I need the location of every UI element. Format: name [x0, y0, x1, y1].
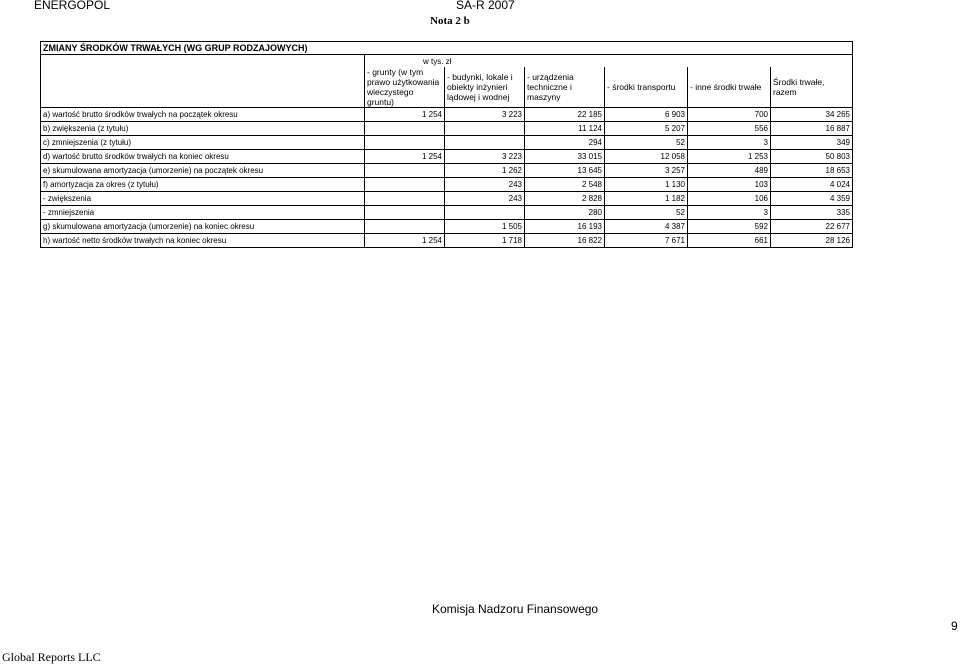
fixed-assets-table — [40, 41, 853, 248]
row-label: - zwiększenia — [41, 192, 365, 206]
table-cell: 1 130 — [605, 178, 688, 192]
column-header: Środki trwałe, razem — [771, 67, 853, 108]
table-cell: 1 254 — [365, 234, 445, 248]
table-cell: 349 — [771, 136, 853, 150]
table-cell: 1 254 — [365, 108, 445, 122]
table-cell: 489 — [688, 164, 771, 178]
table-cell: 3 — [688, 206, 771, 220]
table-cell: 243 — [445, 178, 525, 192]
company-name: ENERGOPOL — [34, 0, 111, 12]
table-cell — [445, 136, 525, 150]
table-cell: 4 387 — [605, 220, 688, 234]
row-label: - zmniejszenia — [41, 206, 365, 220]
row-label: b) zwiększenia (z tytułu) — [41, 122, 365, 136]
table-cell: 243 — [445, 192, 525, 206]
table-cell: 294 — [525, 136, 605, 150]
table-cell — [365, 220, 445, 234]
table-cell: 1 505 — [445, 220, 525, 234]
column-header-row — [41, 67, 853, 108]
row-label: e) skumulowana amortyzacja (umorzenie) na początek okresu — [41, 164, 365, 178]
table-cell: 2 548 — [525, 178, 605, 192]
column-header: - środki transportu — [605, 67, 688, 108]
table-cell: 280 — [525, 206, 605, 220]
row-label: a) wartość brutto środków trwałych na początek okresu — [41, 108, 365, 122]
table-cell: 28 126 — [771, 234, 853, 248]
table-cell: 1 182 — [605, 192, 688, 206]
table-cell: 556 — [688, 122, 771, 136]
table-row — [41, 178, 853, 192]
table-cell: 4 359 — [771, 192, 853, 206]
table-cell — [365, 164, 445, 178]
table-title-row — [41, 42, 853, 55]
table-row — [41, 206, 853, 220]
table-cell — [365, 122, 445, 136]
table-cell: 335 — [771, 206, 853, 220]
report-id: SA-R 2007 — [456, 0, 515, 12]
table-cell: 16 193 — [525, 220, 605, 234]
table-row — [41, 122, 853, 136]
table-cell — [445, 206, 525, 220]
table-cell: 5 207 — [605, 122, 688, 136]
table-cell: 3 257 — [605, 164, 688, 178]
table-row — [41, 136, 853, 150]
table-row — [41, 108, 853, 122]
column-header: - budynki, lokale i obiekty inżynieri lądowej i wodnej — [445, 67, 525, 108]
table-cell: 52 — [605, 136, 688, 150]
table-cell — [365, 178, 445, 192]
table-cell: 13 645 — [525, 164, 605, 178]
table-cell: 52 — [605, 206, 688, 220]
table-cell: 3 223 — [445, 108, 525, 122]
table-cell: 2 828 — [525, 192, 605, 206]
table-cell: 4 024 — [771, 178, 853, 192]
table-cell: 33 015 — [525, 150, 605, 164]
fixed-assets-table-container — [40, 41, 852, 248]
page-number: 9 — [951, 619, 958, 633]
table-cell: 22 677 — [771, 220, 853, 234]
table-cell: 3 223 — [445, 150, 525, 164]
table-cell — [365, 136, 445, 150]
table-cell: 7 671 — [605, 234, 688, 248]
table-cell: 18 653 — [771, 164, 853, 178]
table-row — [41, 234, 853, 248]
unit-row — [41, 55, 853, 68]
footer-commission: Komisja Nadzoru Finansowego — [432, 602, 599, 616]
table-cell — [365, 206, 445, 220]
column-header: - inne środki trwałe — [688, 67, 771, 108]
table-cell: 661 — [688, 234, 771, 248]
table-cell: 6 903 — [605, 108, 688, 122]
table-cell: 103 — [688, 178, 771, 192]
table-row — [41, 192, 853, 206]
column-header: - urządzenia techniczne i maszyny — [525, 67, 605, 108]
table-cell: 1 254 — [365, 150, 445, 164]
table-row — [41, 150, 853, 164]
note-number: Nota 2 b — [430, 15, 470, 27]
table-cell: 700 — [688, 108, 771, 122]
row-label: g) skumulowana amortyzacja (umorzenie) na koniec okresu — [41, 220, 365, 234]
table-cell: 12 058 — [605, 150, 688, 164]
table-cell: 50 803 — [771, 150, 853, 164]
row-label: d) wartość brutto środków trwałych na koniec okresu — [41, 150, 365, 164]
table-row — [41, 164, 853, 178]
table-cell: 106 — [688, 192, 771, 206]
table-cell: 1 718 — [445, 234, 525, 248]
table-cell: 592 — [688, 220, 771, 234]
footer-source: Global Reports LLC — [2, 650, 101, 664]
table-cell: 11 124 — [525, 122, 605, 136]
table-cell: 1 262 — [445, 164, 525, 178]
table-cell: 22 185 — [525, 108, 605, 122]
row-label: c) zmniejszenia (z tytułu) — [41, 136, 365, 150]
column-header: - grunty (w tym prawo użytkowania wieczystego gruntu) — [365, 67, 445, 108]
table-cell: 16 822 — [525, 234, 605, 248]
table-cell: 34 265 — [771, 108, 853, 122]
row-label: f) amortyzacja za okres (z tytułu) — [41, 178, 365, 192]
row-label: h) wartość netto środków trwałych na koniec okresu — [41, 234, 365, 248]
table-row — [41, 220, 853, 234]
unit-label: w tys. zł — [365, 55, 853, 68]
table-cell: 1 253 — [688, 150, 771, 164]
table-cell: 3 — [688, 136, 771, 150]
table-title: ZMIANY ŚRODKÓW TRWAŁYCH (WG GRUP RODZAJOWYCH) — [41, 42, 853, 55]
table-cell — [365, 192, 445, 206]
table-cell — [445, 122, 525, 136]
table-cell: 16 887 — [771, 122, 853, 136]
